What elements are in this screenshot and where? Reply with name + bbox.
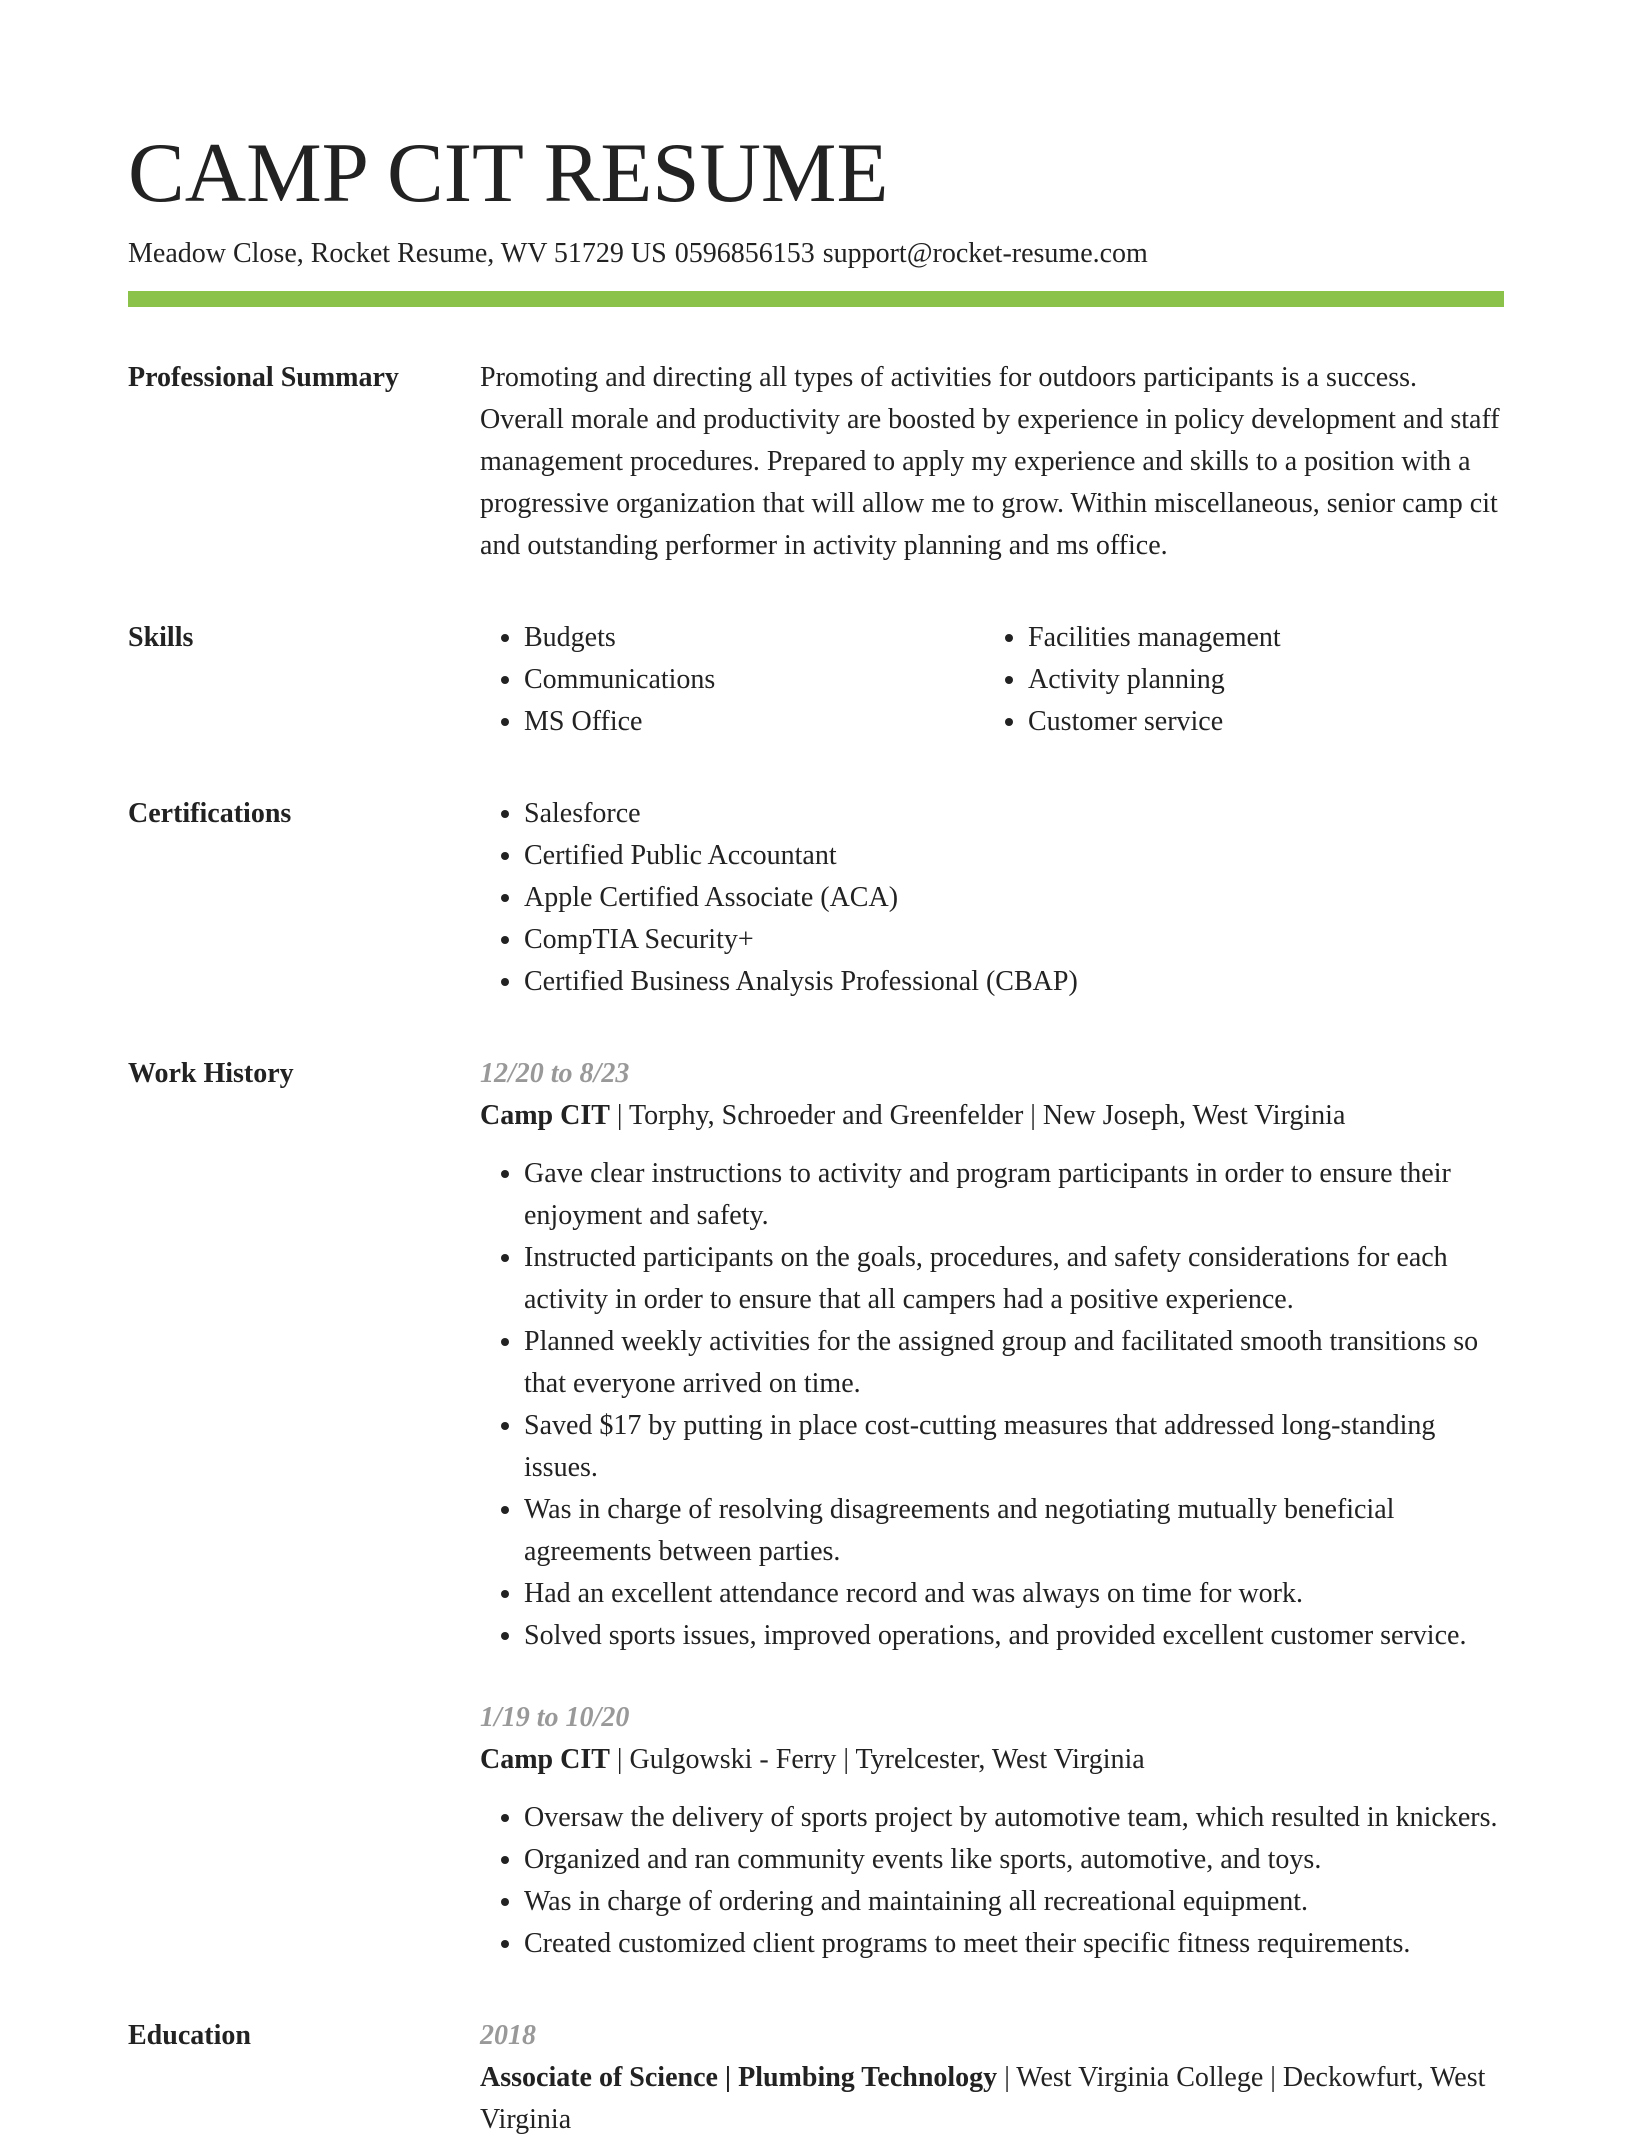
section-education xyxy=(128,2015,1504,2141)
certification-item: • CompTIA Security+ xyxy=(524,919,1504,961)
resume-title: CAMP CIT RESUME xyxy=(128,126,889,220)
section-summary xyxy=(128,357,1504,567)
skills-column-left xyxy=(480,617,984,743)
job-bullet: • Was in charge of ordering and maintaining all recreational equipment. xyxy=(524,1881,1504,1923)
certification-item: • Salesforce xyxy=(524,793,1504,835)
job-entry xyxy=(480,1697,1504,1965)
job-title: Camp CIT xyxy=(480,1100,610,1131)
job-bullet: • Oversaw the delivery of sports project by automotive team, which resulted in knickers. xyxy=(524,1797,1504,1839)
work-body xyxy=(480,1053,1504,1965)
job-entry xyxy=(480,1053,1504,1657)
section-certifications xyxy=(128,793,1504,1003)
job-dates: 12/20 to 8/23 xyxy=(480,1058,630,1089)
section-skills xyxy=(128,617,1504,743)
job-dates: 1/19 to 10/20 xyxy=(480,1702,630,1733)
header-divider xyxy=(128,291,1504,307)
skill-item: • Activity planning xyxy=(1028,659,1532,701)
section-label-skills: Skills xyxy=(128,622,194,653)
job-heading xyxy=(480,1095,1504,1137)
job-bullet: • Solved sports issues, improved operations, and provided excellent customer service. xyxy=(524,1615,1504,1657)
job-details: | Gulgowski - Ferry | Tyrelcester, West Virginia xyxy=(609,1744,1145,1775)
job-bullets xyxy=(480,1797,1504,1965)
skill-item: • Budgets xyxy=(524,617,984,659)
job-bullet: • Planned weekly activities for the assigned group and facilitated smooth transitions so that everyone arrived on time. xyxy=(524,1321,1504,1405)
job-details: | Torphy, Schroeder and Greenfelder | New Joseph, West Virginia xyxy=(609,1100,1346,1131)
certifications-list xyxy=(480,793,1504,1003)
skills-grid xyxy=(480,617,1532,743)
job-bullet: • Had an excellent attendance record and was always on time for work. xyxy=(524,1573,1504,1615)
job-bullet: • Organized and ran community events like sports, automotive, and toys. xyxy=(524,1839,1504,1881)
certifications-body xyxy=(480,793,1504,1003)
certification-item: • Certified Business Analysis Professional (CBAP) xyxy=(524,961,1504,1003)
section-work-history xyxy=(128,1053,1504,1965)
skill-item: • Communications xyxy=(524,659,984,701)
contact-email: support@rocket-resume.com xyxy=(822,238,1148,269)
contact-phone: 0596856153 xyxy=(674,238,815,269)
resume-page xyxy=(128,118,1504,2141)
summary-body xyxy=(480,357,1504,567)
section-label-education: Education xyxy=(128,2020,251,2051)
job-bullets xyxy=(480,1153,1504,1657)
education-year: 2018 xyxy=(480,2020,536,2051)
education-details: | West Virginia College | Deckowfurt, West Virginia xyxy=(480,2062,1486,2135)
skills-body xyxy=(480,617,1532,743)
skill-item: • Facilities management xyxy=(1028,617,1532,659)
certification-item: • Apple Certified Associate (ACA) xyxy=(524,877,1504,919)
education-heading xyxy=(480,2057,1504,2141)
section-label-summary: Professional Summary xyxy=(128,362,399,393)
skill-item: • MS Office xyxy=(524,701,984,743)
job-bullet: • Saved $17 by putting in place cost-cutting measures that addressed long-standing issues. xyxy=(524,1405,1504,1489)
skills-column-right xyxy=(984,617,1532,743)
job-heading xyxy=(480,1739,1504,1781)
skill-item: • Customer service xyxy=(1028,701,1532,743)
education-degree: Associate of Science | Plumbing Technology xyxy=(480,2062,998,2093)
summary-text: Promoting and directing all types of activities for outdoors participants is a success. Overall morale and productivity are boosted by experience in policy development and staff management procedures. Prepared to apply my experience and skills to a position with a progressive organization that will allow me to grow. Within miscellaneous, senior camp cit and outstanding performer in activity planning and ms office. xyxy=(480,362,1500,561)
certification-item: • Certified Public Accountant xyxy=(524,835,1504,877)
contact-line xyxy=(128,234,1504,274)
job-bullet: • Was in charge of resolving disagreements and negotiating mutually beneficial agreements between parties. xyxy=(524,1489,1504,1573)
contact-address: Meadow Close, Rocket Resume, WV 51729 US xyxy=(128,238,667,269)
education-body xyxy=(480,2015,1504,2141)
job-bullet: • Created customized client programs to meet their specific fitness requirements. xyxy=(524,1923,1504,1965)
section-label-work: Work History xyxy=(128,1058,294,1089)
job-bullet: • Instructed participants on the goals, procedures, and safety considerations for each activity in order to ensure that all campers had a positive experience. xyxy=(524,1237,1504,1321)
section-label-certifications: Certifications xyxy=(128,798,292,829)
job-bullet: • Gave clear instructions to activity and program participants in order to ensure their enjoyment and safety. xyxy=(524,1153,1504,1237)
job-title: Camp CIT xyxy=(480,1744,610,1775)
